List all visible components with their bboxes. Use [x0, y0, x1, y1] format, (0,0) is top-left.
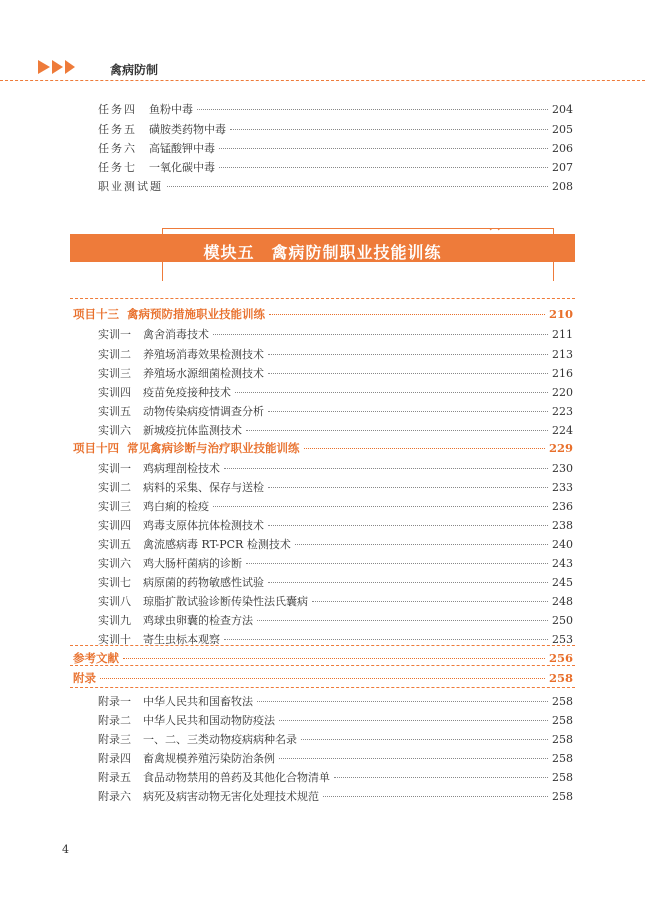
- toc-entry-title: 疫苗免疫接种技术: [143, 386, 231, 399]
- toc-entry-page: 258: [552, 790, 573, 803]
- leader-dots: [213, 334, 548, 335]
- toc-project-14[interactable]: [73, 440, 573, 456]
- toc-entry-title: 琼脂扩散试验诊断传染性法氏囊病: [143, 595, 308, 608]
- toc-entry-page: 248: [552, 595, 573, 608]
- leader-dots: [268, 354, 548, 355]
- toc-entry[interactable]: [98, 422, 573, 438]
- leader-dots: [224, 639, 548, 640]
- toc-entry[interactable]: [98, 460, 573, 476]
- leader-dots: [219, 148, 548, 149]
- toc-entry-page: 245: [552, 576, 573, 589]
- toc-entry-label: 任务七: [98, 161, 137, 174]
- toc-entry[interactable]: [98, 365, 573, 381]
- toc-entry-page: 213: [552, 348, 573, 361]
- toc-entry-label: 实训二: [98, 348, 131, 361]
- toc-references[interactable]: [73, 650, 573, 666]
- toc-entry-label: 实训五: [98, 538, 131, 551]
- toc-entry[interactable]: [98, 517, 573, 533]
- toc-entry-label: 附录一: [98, 695, 131, 708]
- toc-entry[interactable]: [98, 769, 573, 785]
- leader-dots: [323, 796, 548, 797]
- toc-entry[interactable]: [98, 384, 573, 400]
- toc-entry[interactable]: [98, 479, 573, 495]
- toc-entry-label: 任务四: [98, 103, 137, 116]
- toc-entry[interactable]: [98, 712, 573, 728]
- toc-entry-page: 211: [552, 328, 573, 341]
- toc-entry[interactable]: [98, 498, 573, 514]
- toc-entry-title: 新城疫抗体监测技术: [143, 424, 242, 437]
- leader-dots: [279, 758, 548, 759]
- toc-entry[interactable]: [98, 140, 573, 156]
- toc-entry[interactable]: [98, 750, 573, 766]
- leader-dots: [257, 620, 548, 621]
- toc-entry-page: 258: [552, 733, 573, 746]
- toc-entry-label: 实训十: [98, 633, 131, 646]
- toc-entry-title: 磺胺类药物中毒: [149, 123, 226, 136]
- toc-entry-title: 一氧化碳中毒: [149, 161, 215, 174]
- slash-line: [498, 228, 516, 230]
- toc-entry-title: 鸡白痢的检疫: [143, 500, 209, 513]
- appendix-page: 258: [548, 671, 573, 685]
- toc-entry-title: 病原菌的药物敏感性试验: [143, 576, 264, 589]
- toc-entry-title: 畜禽规模养殖污染防治条例: [143, 752, 275, 765]
- toc-entry-label: 实训九: [98, 614, 131, 627]
- toc-entry-title: 禽流感病毒 RT-PCR 检测技术: [143, 538, 291, 551]
- toc-entry-label: 附录六: [98, 790, 131, 803]
- module-banner: [70, 228, 575, 266]
- toc-entry-label: 实训七: [98, 576, 131, 589]
- toc-entry-label: 实训八: [98, 595, 131, 608]
- arrow-icon: [65, 60, 75, 74]
- arrow-icon: [38, 60, 50, 74]
- leader-dots: [295, 544, 548, 545]
- project-title: 常见禽病诊断与治疗职业技能训练: [127, 441, 300, 455]
- toc-entry-title: 病料的采集、保存与送检: [143, 481, 264, 494]
- toc-entry-title: 禽舍消毒技术: [143, 328, 209, 341]
- leader-dots: [334, 777, 548, 778]
- toc-entry-title: 鸡病理剖检技术: [143, 462, 220, 475]
- toc-entry-label: 实训一: [98, 328, 131, 341]
- leader-dots: [230, 129, 548, 130]
- leader-dots: [304, 448, 545, 449]
- toc-entry-page: 236: [552, 500, 573, 513]
- toc-entry-label: 附录三: [98, 733, 131, 746]
- toc-entry-page: 204: [552, 103, 573, 116]
- toc-entry[interactable]: [98, 121, 573, 137]
- toc-project-13[interactable]: [73, 306, 573, 322]
- leader-dots: [246, 430, 548, 431]
- toc-entry-title: 高锰酸钾中毒: [149, 142, 215, 155]
- toc-entry-title: 鸡球虫卵囊的检查方法: [143, 614, 253, 627]
- toc-entry-page: 238: [552, 519, 573, 532]
- project-label: 项目十三: [73, 307, 119, 321]
- leader-dots: [301, 739, 548, 740]
- toc-entry-page: 233: [552, 481, 573, 494]
- toc-entry-title: 养殖场水源细菌检测技术: [143, 367, 264, 380]
- toc-entry-page: 258: [552, 771, 573, 784]
- toc-entry-title: 鱼粉中毒: [149, 103, 193, 116]
- toc-entry-title: 鸡大肠杆菌病的诊断: [143, 557, 242, 570]
- project-label: 项目十四: [73, 441, 119, 455]
- toc-entry[interactable]: [98, 731, 573, 747]
- toc-entry[interactable]: [98, 555, 573, 571]
- toc-entry-page: 207: [552, 161, 573, 174]
- toc-entry[interactable]: [98, 536, 573, 552]
- toc-entry[interactable]: [98, 101, 573, 117]
- leader-dots: [312, 601, 548, 602]
- project-page: 229: [548, 441, 573, 455]
- toc-entry-title: 动物传染病疫情调查分析: [143, 405, 264, 418]
- toc-entry-label: 附录五: [98, 771, 131, 784]
- section-divider: [70, 298, 575, 299]
- toc-entry-title: 中华人民共和国动物防疫法: [143, 714, 275, 727]
- toc-entry-label: 附录四: [98, 752, 131, 765]
- toc-entry-page: 240: [552, 538, 573, 551]
- header-title: 禽病防制: [110, 63, 159, 77]
- toc-entry-title: 一、二、三类动物疫病病种名录: [143, 733, 297, 746]
- leader-dots: [268, 373, 548, 374]
- toc-entry-page: 206: [552, 142, 573, 155]
- leader-dots: [279, 720, 548, 721]
- toc-entry-page: 208: [552, 180, 573, 193]
- leader-dots: [167, 186, 548, 187]
- section-divider: [70, 665, 575, 666]
- toc-entry[interactable]: [98, 326, 573, 342]
- module-title: 模块五 禽病防制职业技能训练: [203, 243, 442, 262]
- toc-entry-page: 258: [552, 752, 573, 765]
- leader-dots: [257, 701, 548, 702]
- toc-entry-page: 258: [552, 695, 573, 708]
- toc-entry-label: 实训三: [98, 367, 131, 380]
- toc-entry[interactable]: [98, 403, 573, 419]
- leader-dots: [213, 506, 548, 507]
- toc-entry[interactable]: [98, 346, 573, 362]
- toc-entry-page: 258: [552, 714, 573, 727]
- section-divider: [70, 645, 575, 646]
- leader-dots: [235, 392, 548, 393]
- toc-entry-label: 附录二: [98, 714, 131, 727]
- leader-dots: [268, 525, 548, 526]
- page-number: 4: [62, 843, 69, 856]
- leader-dots: [224, 468, 548, 469]
- toc-entry-label: 实训六: [98, 557, 131, 570]
- leader-dots: [269, 314, 545, 315]
- project-page: 210: [548, 307, 573, 321]
- leader-dots: [197, 109, 548, 110]
- toc-entry-label: 实训三: [98, 500, 131, 513]
- toc-entry-page: 230: [552, 462, 573, 475]
- appendix-label: 附录: [73, 671, 96, 685]
- leader-dots: [219, 167, 548, 168]
- toc-entry-page: 243: [552, 557, 573, 570]
- header-divider: [0, 80, 645, 81]
- toc-entry-label: 任务五: [98, 123, 137, 136]
- references-label: 参考文献: [73, 651, 119, 665]
- toc-entry-page: 224: [552, 424, 573, 437]
- leader-dots: [123, 658, 545, 659]
- toc-entry-label: 实训六: [98, 424, 131, 437]
- toc-entry-label: 任务六: [98, 142, 137, 155]
- leader-dots: [268, 487, 548, 488]
- toc-entry-label: 实训二: [98, 481, 131, 494]
- leader-dots: [100, 678, 545, 679]
- toc-entry[interactable]: [98, 693, 573, 709]
- toc-entry-page: 216: [552, 367, 573, 380]
- references-page: 256: [548, 651, 573, 665]
- toc-entry-title: 中华人民共和国畜牧法: [143, 695, 253, 708]
- section-divider: [70, 687, 575, 688]
- toc-entry-label: 实训一: [98, 462, 131, 475]
- toc-entry-vocational-test[interactable]: [98, 178, 573, 194]
- toc-entry-page: 250: [552, 614, 573, 627]
- toc-entry-title: 食品动物禁用的兽药及其他化合物清单: [143, 771, 330, 784]
- toc-entry-page: 220: [552, 386, 573, 399]
- toc-entry-title: 病死及病害动物无害化处理技术规范: [143, 790, 319, 803]
- toc-entry-label: 实训四: [98, 519, 131, 532]
- toc-entry-title: 鸡毒支原体抗体检测技术: [143, 519, 264, 532]
- toc-entry-page: 205: [552, 123, 573, 136]
- toc-entry-title: 养殖场消毒效果检测技术: [143, 348, 264, 361]
- toc-entry[interactable]: [98, 159, 573, 175]
- toc-entry-label: 职业测试题: [98, 180, 163, 193]
- toc-entry-page: 223: [552, 405, 573, 418]
- toc-entry-title: 寄生虫标本观察: [143, 633, 220, 646]
- leader-dots: [246, 563, 548, 564]
- toc-entry-label: 实训四: [98, 386, 131, 399]
- leader-dots: [268, 582, 548, 583]
- leader-dots: [268, 411, 548, 412]
- toc-entry-label: 实训五: [98, 405, 131, 418]
- toc-entry[interactable]: [98, 788, 573, 804]
- toc-entry[interactable]: [98, 574, 573, 590]
- page-header: [0, 0, 645, 90]
- toc-appendix[interactable]: [73, 670, 573, 686]
- toc-entry-page: 253: [552, 633, 573, 646]
- toc-entry[interactable]: [98, 593, 573, 609]
- project-title: 禽病预防措施职业技能训练: [127, 307, 265, 321]
- arrow-icon: [52, 60, 63, 74]
- toc-entry[interactable]: [98, 612, 573, 628]
